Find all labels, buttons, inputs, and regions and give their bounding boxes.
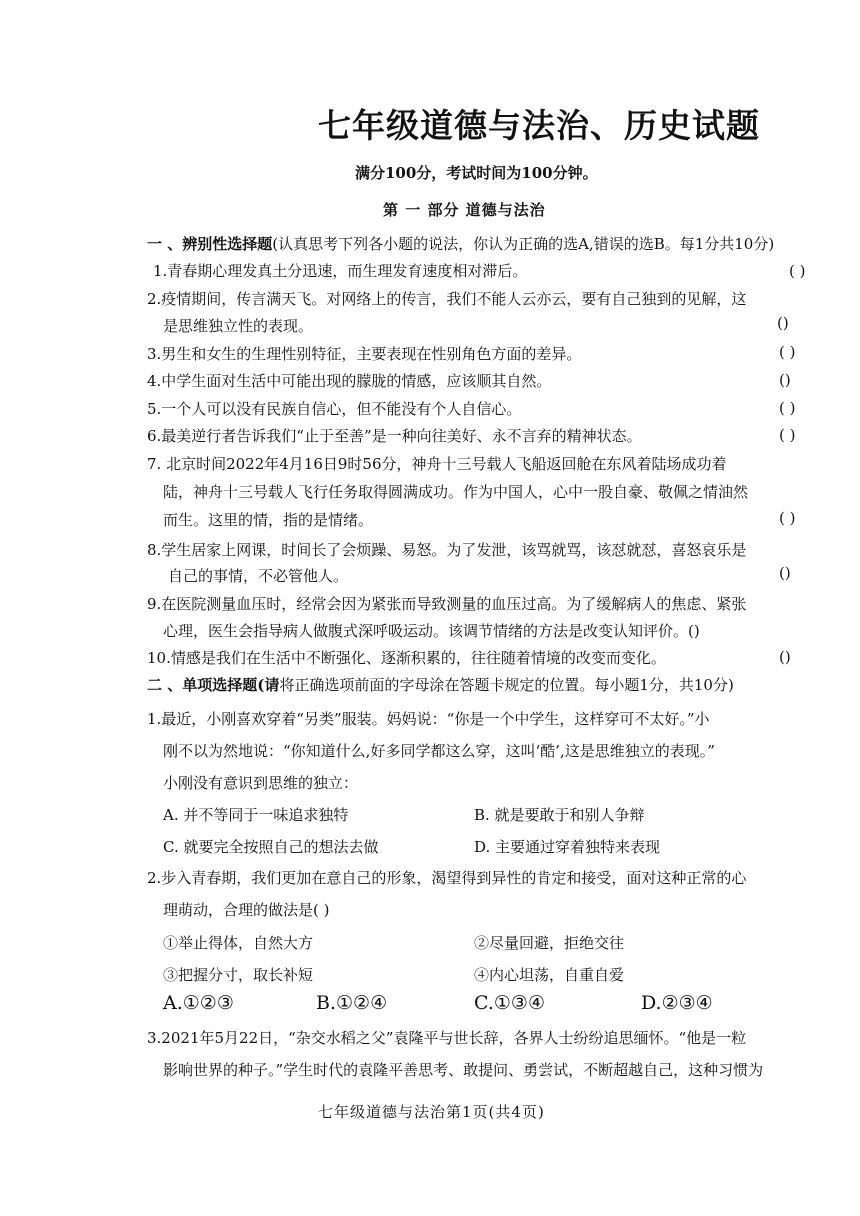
question-1: 1.最近，小刚喜欢穿着“另类”服装。妈妈说：“你是一个中学生，这样穿可不太好。”小 xyxy=(147,710,710,728)
question-3: 3.2021年5月22日，“杂交水稻之父”袁隆平与世长辞，各界人士纷纷追思缅怀。“他是一粒 xyxy=(147,1029,747,1047)
answer-paren-10[interactable]: () xyxy=(779,648,791,666)
q2-statement-1: ①举止得体，自然大方 xyxy=(163,934,314,952)
q2-statement-2: ②尽量回避，拒绝交往 xyxy=(474,934,625,952)
question-1-cont-2: 小刚没有意识到思维的独立： xyxy=(163,774,359,792)
answer-paren-6[interactable]: ( ) xyxy=(779,426,796,444)
judgement-item-5: 5.一个人可以没有民族自信心，但不能没有个人自信心。 xyxy=(147,400,522,418)
q1-option-b[interactable]: B. 就是要敢于和别人争辩 xyxy=(474,806,645,824)
judgement-item-2-cont: 是思维独立性的表现。 xyxy=(163,317,314,335)
judgement-item-7-cont-1: 陆，神舟十三号载人飞行任务取得圆满成功。作为中国人，心中一股自豪、敬佩之情油然 xyxy=(163,483,749,501)
q2-statement-4: ④内心坦荡，自重自爱 xyxy=(474,966,625,984)
answer-paren-4[interactable]: () xyxy=(779,371,791,389)
q2-option-a[interactable]: A.①②③ xyxy=(163,992,234,1014)
judgement-item-8-cont: 自己的事情，不必管他人。 xyxy=(168,567,349,585)
section-2-heading xyxy=(147,675,734,695)
q1-option-c[interactable]: C. 就要完全按照自己的想法去做 xyxy=(163,838,379,856)
answer-paren-8[interactable]: () xyxy=(779,564,791,582)
judgement-item-7: 7. 北京时间2022年4月16日9时56分，神舟十三号载人飞船返回舱在东风着陆场成功着 xyxy=(147,455,727,473)
part-heading: 第 一 部分 道德与法治 xyxy=(383,201,546,219)
q1-option-d[interactable]: D. 主要通过穿着独特来表现 xyxy=(474,838,661,856)
page-title: 七年级道德与法治、历史试题 xyxy=(318,106,760,145)
answer-paren-3[interactable]: ( ) xyxy=(779,343,796,361)
question-1-cont-1: 刚不以为然地说：“你知道什么,好多同学都这么穿，这叫‘酷’,这是思维独立的表现。” xyxy=(163,742,715,760)
judgement-item-3: 3.男生和女生的生理性别特征，主要表现在性别角色方面的差异。 xyxy=(147,345,582,363)
q1-option-a[interactable]: A. 并不等同于一味追求独特 xyxy=(163,806,349,824)
judgement-item-7-cont-2: 而生。这里的情，指的是情绪。 xyxy=(163,511,374,529)
judgement-item-10: 10.情感是我们在生活中不断强化、逐渐积累的，往往随着情境的改变而变化。 xyxy=(147,649,666,667)
answer-paren-5[interactable]: ( ) xyxy=(779,399,796,417)
q2-option-c[interactable]: C.①③④ xyxy=(474,992,545,1014)
answer-paren-7[interactable]: ( ) xyxy=(779,509,796,527)
judgement-item-8: 8.学生居家上网课，时间长了会烦躁、易怒。为了发泄，该骂就骂，该怼就怼，喜怒哀乐是 xyxy=(147,541,747,559)
answer-paren-2[interactable]: () xyxy=(777,314,789,332)
section-2-heading-rest: 将正确选项前面的字母涂在答题卡规定的位置。每小题1分，共10分) xyxy=(279,676,734,694)
exam-info: 满分100分，考试时间为100分钟。 xyxy=(355,164,598,182)
answer-paren-1[interactable]: ( ) xyxy=(789,262,806,280)
q2-option-d[interactable]: D.②③④ xyxy=(641,992,713,1014)
q2-statement-3: ③把握分寸，取长补短 xyxy=(163,966,314,984)
question-2: 2.步入青春期，我们更加在意自己的形象，渴望得到异性的肯定和接受，面对这种正常的心 xyxy=(147,869,747,887)
page-footer: 七年级道德与法治第1页(共4页) xyxy=(318,1103,545,1121)
question-3-cont: 影响世界的种子。”学生时代的袁隆平善思考、敢提问、勇尝试，不断超越自己，这种习惯为 xyxy=(163,1061,764,1079)
section-2-heading-bold: 二 、单项选择题(请 xyxy=(147,676,280,694)
section-1-heading-rest: (认真思考下列各小题的说法，你认为正确的选A,错误的选B。每1分共10分) xyxy=(272,235,775,253)
question-2-cont: 理萌动，合理的做法是( ) xyxy=(163,901,330,919)
judgement-item-6: 6.最美逆行者告诉我们“止于至善”是一种向往美好、永不言弃的精神状态。 xyxy=(147,427,642,445)
section-1-heading-bold: 一 、辨别性选择题 xyxy=(147,235,273,253)
judgement-item-1: 1.青春期心理发真土分迅速，而生理发育速度相对滞后。 xyxy=(153,262,528,280)
judgement-item-4: 4.中学生面对生活中可能出现的朦胧的情感，应该顺其自然。 xyxy=(147,372,552,390)
q2-option-b[interactable]: B.①②④ xyxy=(316,992,388,1014)
judgement-item-9: 9.在医院测量血压时，经常会因为紧张而导致测量的血压过高。为了缓解病人的焦虑、紧张 xyxy=(147,595,747,613)
judgement-item-9-cont: 心理，医生会指导病人做腹式深呼吸运动。该调节情绪的方法是改变认知评价。() xyxy=(163,622,700,640)
judgement-item-2: 2.疫情期间，传言满天飞。对网络上的传言，我们不能人云亦云，要有自己独到的见解，这 xyxy=(147,290,747,308)
section-1-heading xyxy=(147,234,774,254)
